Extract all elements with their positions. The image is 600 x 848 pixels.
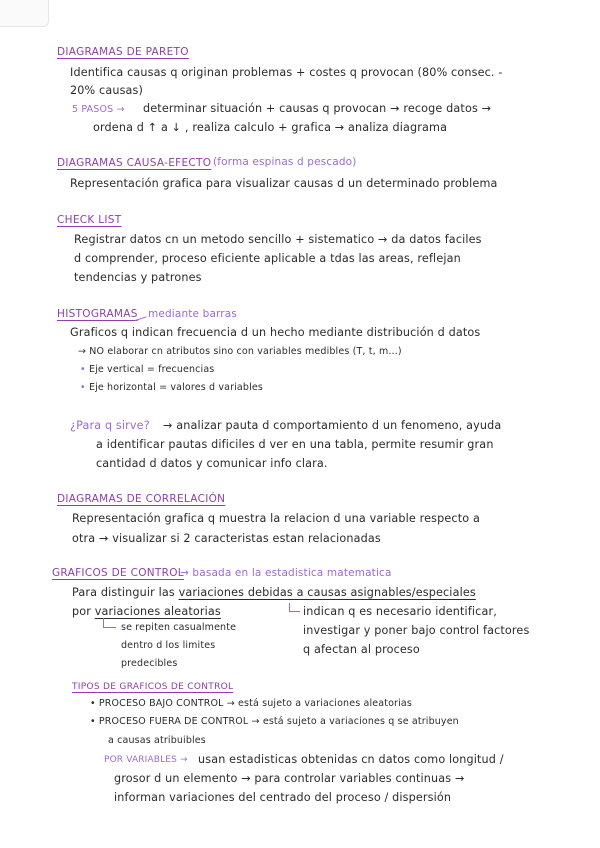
pareto-steps-label: 5 PASOS → xyxy=(72,104,125,115)
tipo-fuera-control: • PROCESO FUERA DE CONTROL → está sujeto a variaciones q se atribuyen xyxy=(90,716,459,727)
histogramas-note: mediante barras xyxy=(148,308,237,320)
check-list-text-3: tendencias y patrones xyxy=(74,271,202,284)
pareto-text-1: Identifica causas q originan problemas + costes q provocan (80% consec. - xyxy=(70,66,503,79)
control-left-3: predecibles xyxy=(121,658,178,669)
por-variables-label: POR VARIABLES → xyxy=(104,755,188,765)
histogramas-bullet-1 xyxy=(80,364,214,375)
por-variables-text-2: grosor d un elemento → para controlar variables continuas → xyxy=(114,772,465,785)
por-variables-text-1: usan estadisticas obtenidas cn datos como longitud / xyxy=(198,753,504,766)
control-right-1: indican q es necesario identificar, xyxy=(303,605,497,618)
correlacion-heading: DIAGRAMAS DE CORRELACIÓN xyxy=(57,493,226,505)
control-left-1: se repiten casualmente xyxy=(121,622,237,633)
histogramas-bullet-1-text: Eje vertical = frecuencias xyxy=(88,364,215,375)
histogramas-answer-1: → analizar pauta d comportamiento d un fenomeno, ayuda xyxy=(163,419,502,432)
control-right-3: q afectan al proceso xyxy=(303,643,420,656)
control-right-2: investigar y poner bajo control factores xyxy=(303,624,530,637)
check-list-text-1: Registrar datos cn un metodo sencillo + sistematico → da datos faciles xyxy=(74,233,482,246)
causas-asignables-term: variaciones debidas a causas asignables/especiales xyxy=(178,586,476,599)
tipo-fuera-control-2: a causas atribuibles xyxy=(108,735,206,746)
histogramas-question: ¿Para q sirve? xyxy=(70,419,150,432)
control-heading: GRAFICOS DE CONTROL xyxy=(52,567,184,579)
causa-efecto-heading: DIAGRAMAS CAUSA-EFECTO xyxy=(57,157,212,169)
control-text-1 xyxy=(72,586,476,599)
left-branch-hook xyxy=(103,618,116,628)
histogramas-text-1: Graficos q indican frecuencia d un hecho mediante distribución d datos xyxy=(70,326,481,339)
pareto-steps-1: determinar situación + causas q provocan → recoge datos → xyxy=(143,102,492,115)
right-branch-hook xyxy=(289,603,300,612)
tipos-heading: TIPOS DE GRAFICOS DE CONTROL xyxy=(72,682,234,692)
histogramas-answer-2: a identificar pautas dificiles d ver en una tabla, permite resumir gran xyxy=(96,438,494,451)
variaciones-aleatorias-term: variaciones aleatorias xyxy=(94,605,221,618)
histogramas-answer-3: cantidad d datos y comunicar info clara. xyxy=(96,457,328,470)
histogramas-bullet-2-text: Eje horizontal = valores d variables xyxy=(88,382,263,393)
control-text-1a: Para distinguir las xyxy=(72,586,175,599)
causa-efecto-text: Representación grafica para visualizar causas d un determinado problema xyxy=(70,177,498,190)
histogramas-text-2: → NO elaborar cn atributos sino con variables medibles (T, t, m...) xyxy=(78,346,402,357)
pareto-text-2: 20% causas) xyxy=(70,84,144,97)
page-corner-tab xyxy=(0,0,49,27)
correlacion-text-2: otra → visualizar si 2 caracteristas estan relacionadas xyxy=(72,532,381,545)
control-text-2a: por xyxy=(72,605,91,618)
bullet-dot: • xyxy=(80,364,89,375)
histogramas-bullet-2 xyxy=(80,382,263,393)
check-list-text-2: d comprender, proceso eficiente aplicable a tdas las areas, reflejan xyxy=(74,252,461,265)
pareto-steps-2: ordena d ↑ a ↓ , realiza calculo + grafica → analiza diagrama xyxy=(93,121,448,134)
pareto-heading: DIAGRAMAS DE PARETO xyxy=(57,46,189,58)
check-list-heading: CHECK LIST xyxy=(57,214,122,226)
causa-efecto-subtitle: (forma espinas d pescado) xyxy=(213,156,357,168)
bullet-dot: • xyxy=(80,382,89,393)
control-text-2 xyxy=(72,605,221,618)
control-arrow-note: → basada en la estadistica matematica xyxy=(180,567,392,579)
control-left-2: dentro d los limites xyxy=(121,640,216,651)
tipo-bajo-control: • PROCESO BAJO CONTROL → está sujeto a variaciones aleatorias xyxy=(90,698,412,709)
por-variables-text-3: informan variaciones del centrado del proceso / dispersión xyxy=(114,791,452,804)
correlacion-text-1: Representación grafica q muestra la relacion d una variable respecto a xyxy=(72,512,480,525)
histogramas-heading: HISTOGRAMAS xyxy=(57,308,138,320)
